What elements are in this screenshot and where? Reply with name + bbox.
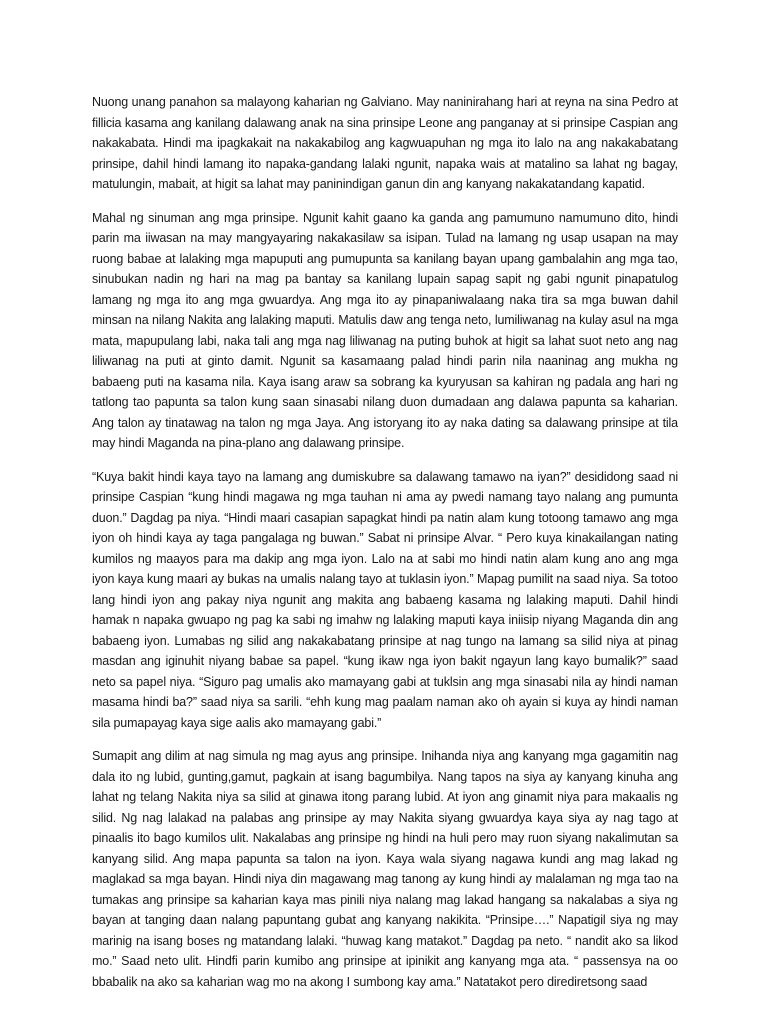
paragraph-1: Nuong unang panahon sa malayong kaharian ng Galviano. May naninirahang hari at reyna na sina Pedro at fillicia kasama ang kanilang dalawang anak na sina prinsipe Leone ang panganay at si prinsipe Caspian ang nakakabata. Hindi ma ipagkakait na nakakabilog ang kagwuapuhan ng mga ito lalo na ang nakakabatang prinsipe, dahil hindi lamang ito napaka-gandang lalaki ngunit, napaka wais at matalino sa lahat ng bagay, matulungin, mabait, at higit sa lahat may paninindigan ganun din ang kanyang nakakatandang kapatid. (92, 95, 678, 191)
paragraph-2: Mahal ng sinuman ang mga prinsipe. Ngunit kahit gaano ka ganda ang pamumuno namumuno dito, hindi parin ma iiwasan na may mangyayaring nakakasilaw sa isipan. Tulad na lamang ng usap usapan na may ruong babae at lalaking mga mapuputi ang pumupunta sa kanilang bayan upang gambalahin ang mga tao, sinubukan nadin ng hari na mag pa bantay sa kanilang lupain sapag sapit ng gabi ngunit pinapatulog lamang ng mga ito ang mga gwuardya. Ang mga ito ay pinapaniwalaang naka tira sa mga buwan dahil minsan na nilang Nakita ang lalaking maputi. Matulis daw ang tenga neto, lumiliwanag na kulay asul na mga mata, mapupulang labi, naka tali ang mga nag liliwanag na puting buhok at higit sa lahat suot neto ang nag liliwanag na puti at ginto damit. Ngunit sa kasamaang palad hindi parin nila naaninag ang mukha ng babaeng puti na kasama nila. Kaya isang araw sa sobrang ka kyuryusan sa kahiran ng padala ang hari ng tatlong tao papunta sa talon kung saan sinasabi nilang duon dumadaan ang dalawa papunta sa kaharian. Ang talon ay tinatawag na talon ng mga Jaya. Ang istoryang ito ay naka dating sa dalawang prinsipe at tila may hindi Maganda na pina-plano ang dalawang prinsipe. (92, 210, 678, 450)
paragraph-4: Sumapit ang dilim at nag simula ng mag ayus ang prinsipe. Inihanda niya ang kanyang mga gagamitin nag dala ito ng lubid, gunting,gamut, pagkain at isang bagumbilya. Nang tapos na siya ay kanyang kinuha ang lahat ng telang Nakita niya sa silid at ginawa itong parang lubid. At iyon ang ginamit niya para makaalis ng silid. Ng nag lalakad na palabas ang prinsipe ay may Nakita siyang gwuardya kaya siya ay nag tago at pinaalis ito bago kumilos ulit. Nakalabas ang prinsipe ng hindi na huli pero may ruon siyang nakalimutan sa kanyang silid. Ang mapa papunta sa talon na iyon. Kaya wala siyang nagawa kundi ang mag lakad ng maglakad sa mga bayan. Hindi niya din magawang mag tanong ay kung hindi ay malalaman ng mga tao na tumakas ang prinsipe sa kaharian kaya mas pinili niya nalang mag lakad hangang sa nakalabas a siya ng bayan at tanging daan nalang papuntang gubat ang kanyang nakikita. “Prinsipe….” Napatigil siya ng may marinig na isang boses ng matandang lalaki. “huwag kang matakot.” Dagdag pa neto. “ nandit ako sa likod mo.” Saad neto ulit. Hindfi parin kumibo ang prinsipe at ipinikit ang kanyang mga ata. “ passensya na oo bbabalik na ako sa kaharian wag mo na akong I sumbong kay ama.” Natatakot pero dirediretsong saad (92, 749, 678, 989)
paragraph-3: “Kuya bakit hindi kaya tayo na lamang ang dumiskubre sa dalawang tamawo na iyan?” desididong saad ni prinsipe Caspian “kung hindi magawa ng mga tauhan ni ama ay pwedi namang tayo nalang ang pumunta duon.” Dagdag pa niya. “Hindi maari casapian sapagkat hindi pa natin alam kung totoong tamawo ang mga iyon oh hindi kaya ay taga pangalaga ng buwan.” Sabat ni prinsipe Alvar. “ Pero kuya kinakailangan nating kumilos ng maayos para ma dakip ang mga iyon. Lalo na at sabi mo hindi natin alam kung ano ang mga iyon kaya kung maari ay bukas na umalis nalang tayo at tuklasin iyon.” Mapag pumilit na saad niya. Sa totoo lang hindi iyon ang pakay niya ngunit ang makita ang babaeng kasama ng lalaking maputi. Dahil hindi hamak n napaka gwuapo ng pag ka sabi ng imahw ng lalaking maputi kaya iniisip niyang Maganda din ang babaeng iyon. Lumabas ng silid ang nakakabatang prinsipe at nag tungo na lamang sa silid niya at pinag masdan ang iginuhit niyang babae sa papel. “kung ikaw nga iyon bakit ngayun lang kayo bumalik?” saad neto sa papel niya. “Siguro pag umalis ako mamayang gabi at tuklsin ang mga sinasabi nila ay hindi naman masama hindi ba?” saad niya sa sarili. “ehh kung mag paalam naman ako oh ayain si kuya ay hindi naman sila pumapayag kaya sige aalis ako mamayang gabi.” (92, 469, 678, 730)
